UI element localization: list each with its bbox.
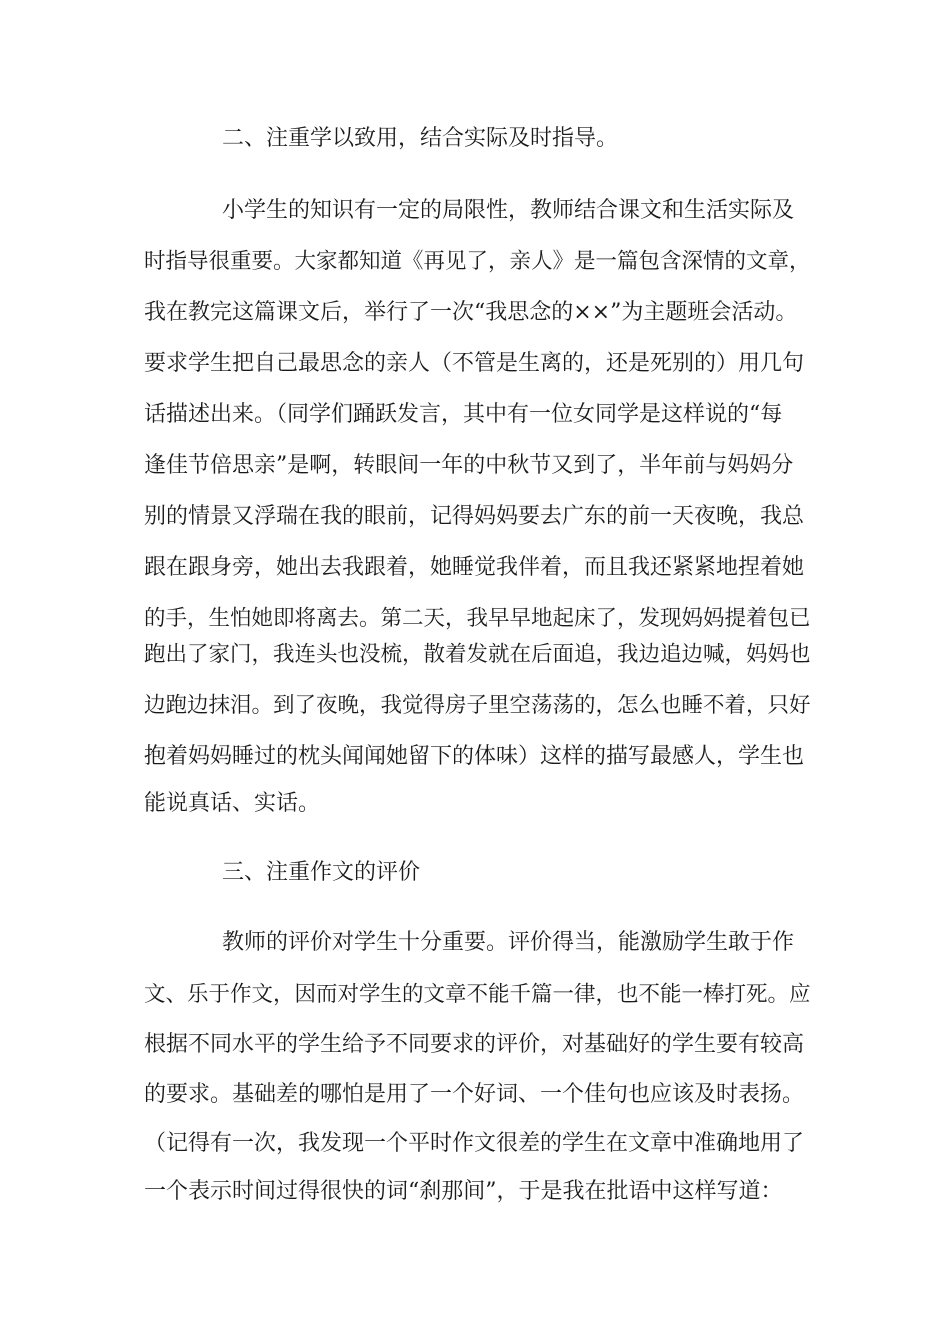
- paragraph-line: 要求学生把自己最思念的亲人（不管是生离的，还是死别的）用几句: [144, 351, 805, 376]
- paragraph-line: 时指导很重要。大家都知道《再见了，亲人》是一篇包含深情的文章，: [144, 249, 811, 274]
- section-heading-3: 三、注重作文的评价: [222, 860, 421, 885]
- paragraph-line: 能说真话、实话。: [144, 791, 321, 816]
- paragraph-line: 抱着妈妈睡过的枕头闻闻她留下的体味）这样的描写最感人，学生也: [144, 744, 805, 769]
- paragraph-line: 逢佳节倍思亲”是啊，转眼间一年的中秋节又到了，半年前与妈妈分: [144, 453, 794, 478]
- paragraph-line: 小学生的知识有一定的局限性，教师结合课文和生活实际及: [222, 198, 795, 223]
- paragraph-line: 文、乐于作文，因而对学生的文章不能千篇一律，也不能一棒打死。应: [144, 982, 811, 1007]
- paragraph-line: 的手，生怕她即将离去。第二天，我早早地起床了，发现妈妈提着包已: [144, 606, 811, 631]
- paragraph-line: 我在教完这篇课文后，举行了一次“我思念的××”为主题班会活动。: [144, 300, 798, 325]
- paragraph-line: 跟在跟身旁，她出去我跟着，她睡觉我伴着，而且我还紧紧地捏着她: [144, 555, 805, 580]
- paragraph-line: 话描述出来。（同学们踊跃发言，其中有一位女同学是这样说的“每: [144, 402, 783, 427]
- paragraph-line: 根据不同水平的学生给予不同要求的评价，对基础好的学生要有较高: [144, 1032, 805, 1057]
- paragraph-line: 教师的评价对学生十分重要。评价得当，能激励学生敢于作: [222, 930, 795, 955]
- paragraph-line: 跑出了家门，我连头也没梳，散着发就在后面追，我边追边喊，妈妈也: [144, 642, 811, 667]
- paragraph-line: 别的情景又浮瑞在我的眼前，记得妈妈要去广东的前一天夜晚，我总: [144, 504, 805, 529]
- paragraph-line: 的要求。基础差的哪怕是用了一个好词、一个佳句也应该及时表扬。: [144, 1082, 805, 1107]
- paragraph-line: 一个表示时间过得很快的词“刹那间”，于是我在批语中这样写道：: [144, 1179, 783, 1204]
- paragraph-line: 边跑边抹泪。到了夜晚，我觉得房子里空荡荡的，怎么也睡不着，只好: [144, 693, 811, 718]
- paragraph-line: （记得有一次，我发现一个平时作文很差的学生在文章中准确地用了: [144, 1131, 805, 1156]
- section-heading-2: 二、注重学以致用，结合实际及时指导。: [222, 126, 619, 151]
